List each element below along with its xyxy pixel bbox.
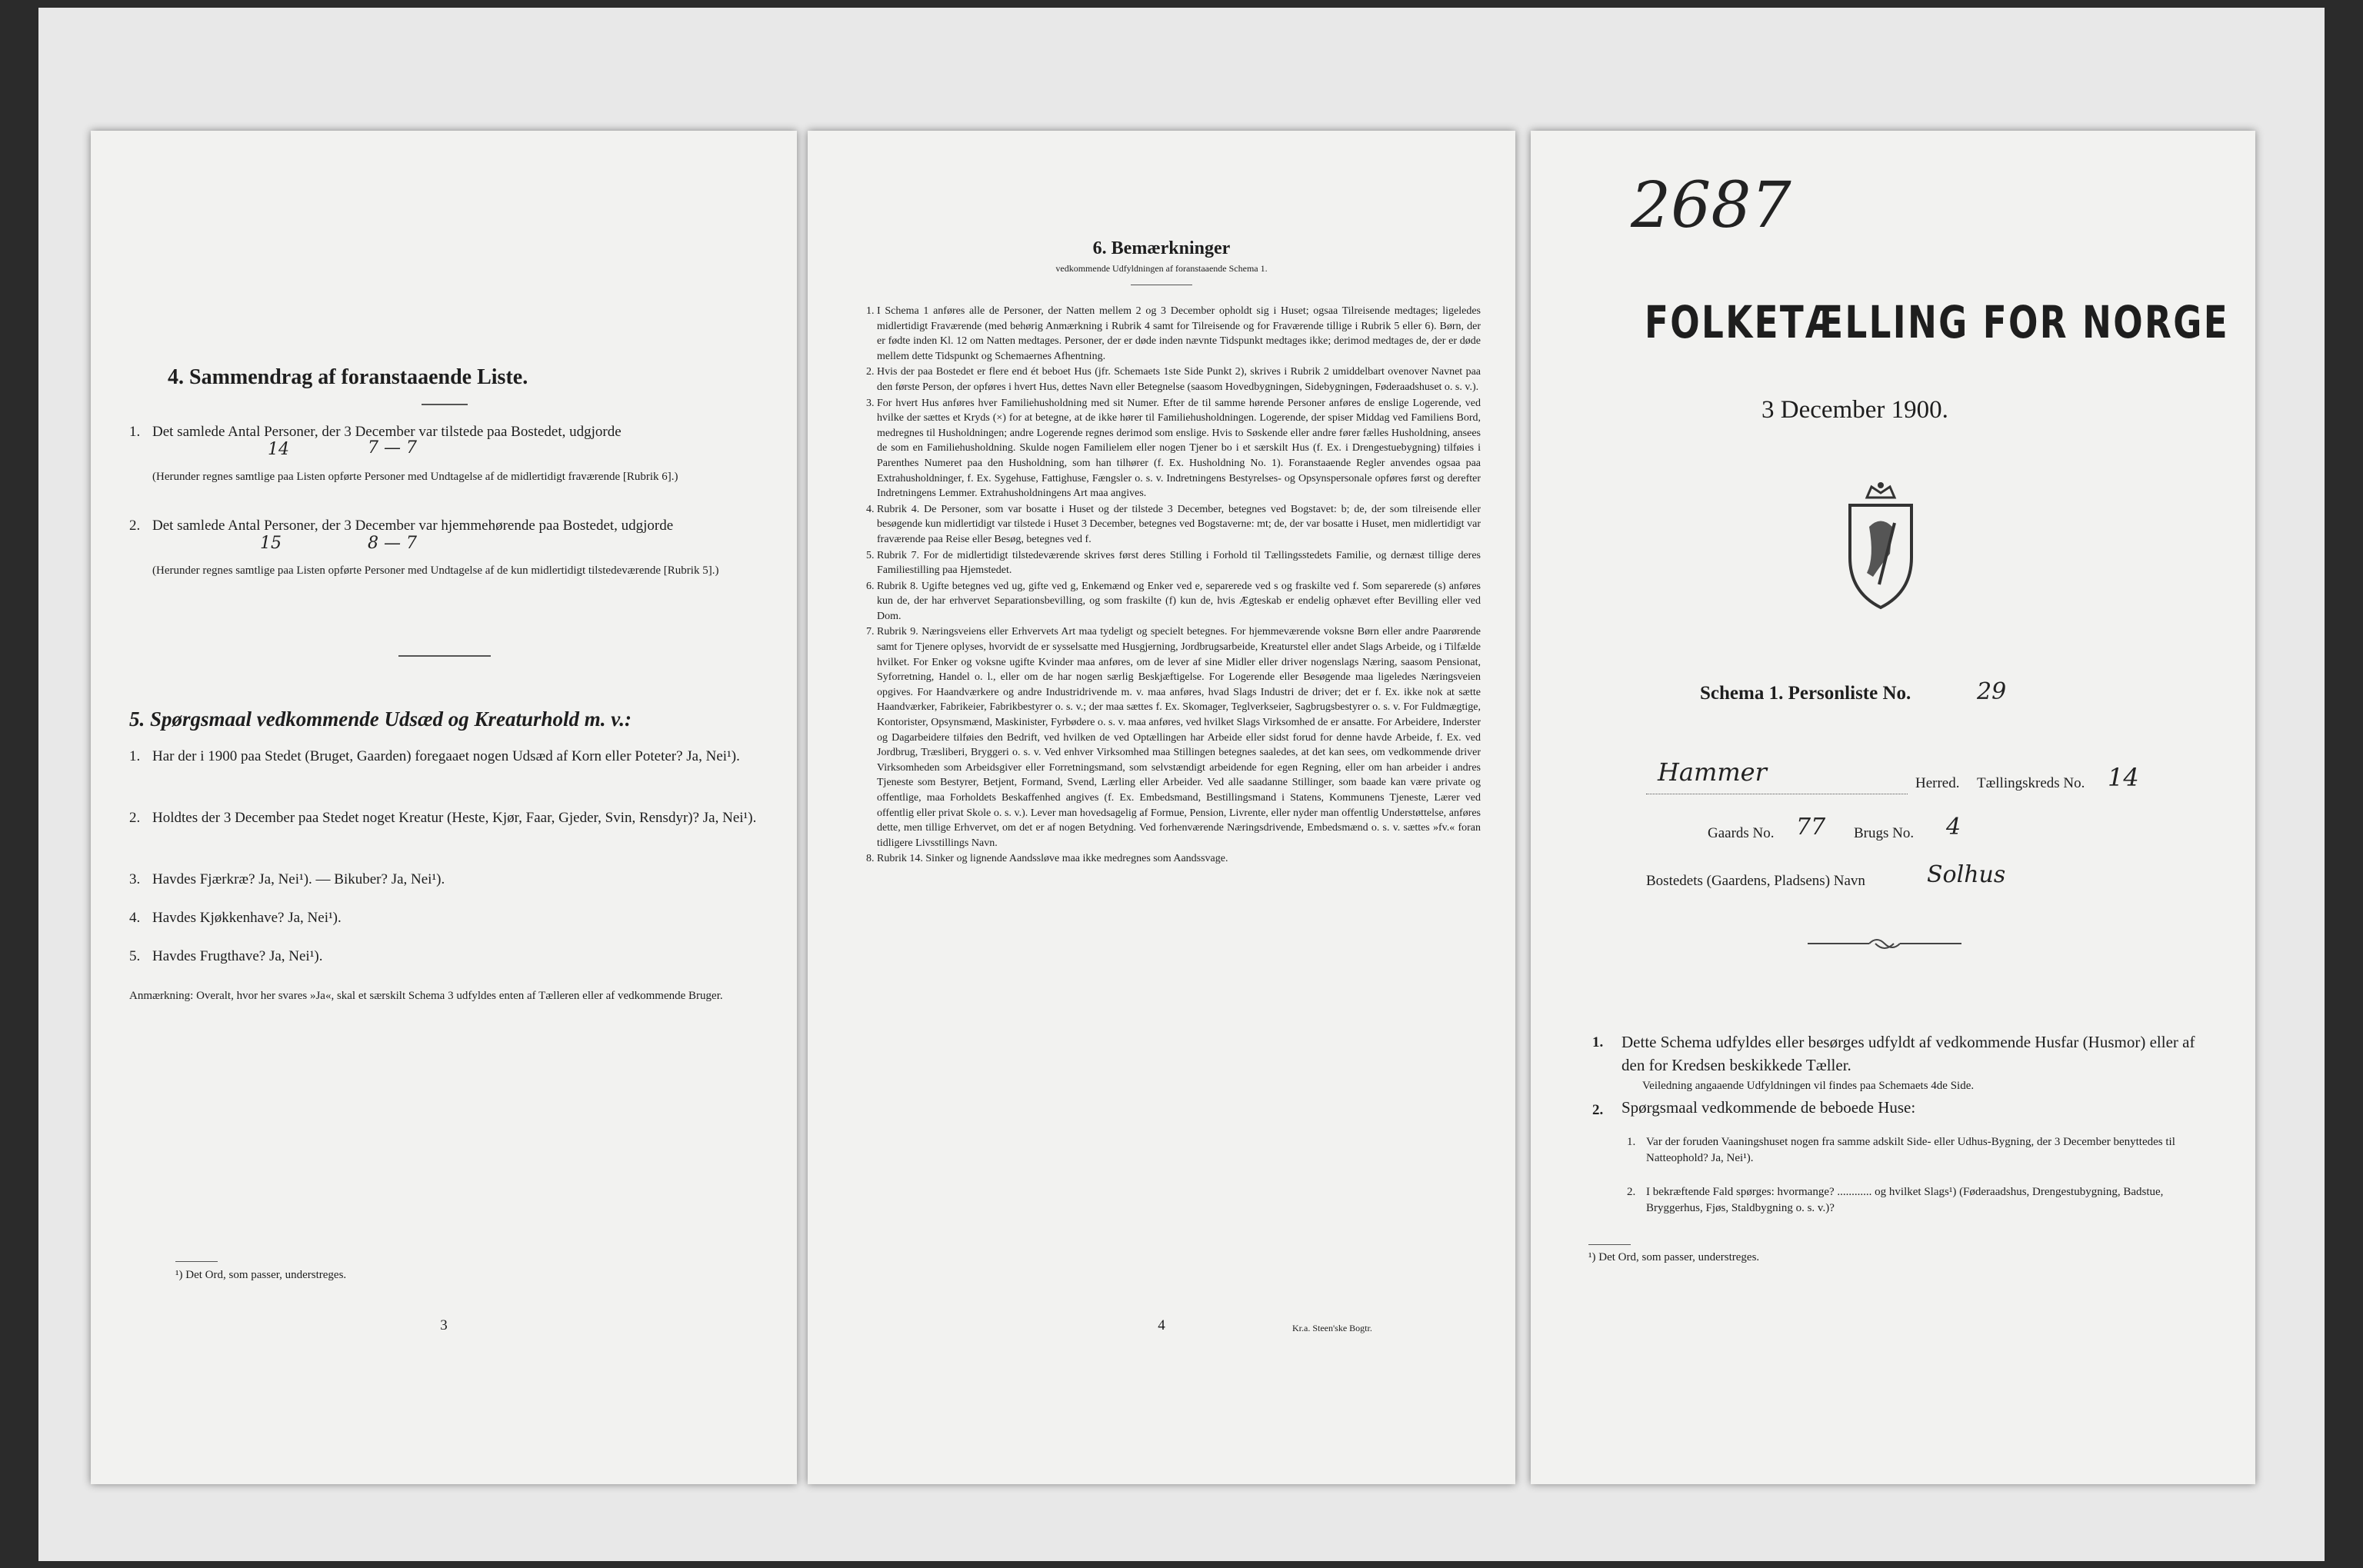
page-number: 4 — [1158, 1317, 1165, 1333]
gaards-label: Gaards No. — [1708, 825, 1775, 841]
instr-number: 2. — [1592, 1102, 1604, 1118]
question-number: 2. — [129, 810, 141, 826]
kreds-label: Tællingskreds No. — [1977, 775, 2085, 791]
section-5-title: 5. Spørgsmaal vedkommende Udsæd og Kreaturhold m. v.: — [129, 707, 632, 731]
page-3 — [91, 131, 797, 1484]
question-number: 3. — [129, 871, 141, 887]
question-3: Havdes Fjærkræ? Ja, Nei¹). — Bikuber? Ja, Nei¹). — [152, 871, 445, 887]
page-4 — [808, 131, 1515, 1484]
item-number: 1. — [129, 424, 141, 440]
question-1: Har der i 1900 paa Stedet (Bruget, Gaarden) foregaaet nogen Udsæd af Korn eller Poteter? Ja, Nei¹). — [152, 748, 740, 764]
brugs-value: 4 — [1946, 814, 1961, 841]
divider — [422, 404, 468, 405]
question-5: Havdes Frugthave? Ja, Nei¹). — [152, 948, 323, 964]
question-number: 2. — [1627, 1186, 1636, 1198]
remark-item: 4. Rubrik 4. De Personer, som var bosatte i Huset og der tilstede 3 December, betegnes ved Bogstavet: b; de, der som tilreisende eller besøgende kun midlertidigt var tilstede i Huset 3 December, betegnes ved Bogstaverne: mt; de, der var bosatte i Huset, men midlertidigt var fraværende paa Reise eller Besøg, betegnes ved f. — [877, 502, 1481, 548]
printer-imprint: Kr.a. Steen'ske Bogtr. — [1292, 1323, 1372, 1333]
coat-of-arms-icon — [1827, 481, 1935, 611]
remark-item: 3. For hvert Hus anføres hver Familiehusholdning med sit Numer. Efter de til samme hørende Personer anføres de enslige Logerende, ved hvilke der sættes et Kryds (×) for at betegne, at de ikke hører til Familiehusholdningen. Logerende, der spiser Middag ved Familiens Bord, medregnes til Husholdningen; andre Logerende regnes derimod som enslige. Hvis to Søskende eller andre fører fælles Husholdning, ansees de som en Familiehusholdning. Skulde nogen Familielem eller nogen Tjener bo i et særskilt Hus (f. Ex. i Drengestuebygning) tilføies i Parenthes Numeret paa den Husholdning, som han tilhører (f. Ex. Husholdning No. 1). Foranstaaende Regler anvendes ogsaa paa Extrahusholdninger, f. Ex. Sygehuse, Fattighuse, Fængsler o. s. v. Indretningens Bestyrelses- og Opsynspersonale opføres først og derefter Indretningens Lemmer. Extrahusholdningens Art maa angives. — [877, 396, 1481, 501]
bosted-label: Bostedets (Gaardens, Pladsens) Navn — [1646, 873, 1865, 889]
item-number: 2. — [129, 518, 141, 534]
question-1: Var der foruden Vaaningshuset nogen fra samme adskilt Side- eller Udhus-Bygning, der 3 December benyttedes til Natteophold? Ja, Nei¹). — [1646, 1136, 2175, 1164]
remark-item: 7. Rubrik 9. Næringsveiens eller Erhvervets Art maa tydeligt og specielt betegnes. For hjemmeværende voksne Børn eller andre Paarørende samt for Tjenere oplyses, hvorvidt de er sysselsatte med Husgjerning, Jordbrugsarbeide, Kreaturstel eller andet Slags Arbeide, og i Tilfælde hvilket. For Enker og voksne ugifte Kvinder maa anføres, om de lever af sine Midler eller driver nogenslags Næring, saasom Pensionat, Syforretning, Handel o. l., eller om de har nogen særlig Beskjæftigelse. For Logerende eller Besøgende maa ligeledes Næringsveien opgives. For Haandværkere og andre Industridrivende m. v. maa anføres, hvad Slags Industri de driver; det er f. Ex. ikke nok at sætte Haandværker, Fabrikeier, Fabrikbestyrer o. s. v.; der maa sættes f. Ex. Skomager, Teglverkseier, Sagbrugsbestyrer o. s. v. For Fuldmægtige, Kontorister, Opsynsmænd, Maskinister, Fyrbødere o. s. v. maa anføres, ved hvilket Slags Virksomhed de er ansatte. For Arbeidere, Inderster og Dagarbeidere tilføies den Bedrift, ved hvilken de ved Optællingen har Arbeide eller sidst forud for denne havde Arbeide, f. Ex. ved Jordbrug, Træsliberi, Bryggeri o. s. v. Ved enhver Virksomhed maa Stillingen betegnes saaledes, at det kan sees, om vedkommende driver Virksomheden som Arbeidsgiver eller Forretningsmand, som selvstændigt arbeidende for egen Regning, eller om han arbeider i andres Tjeneste som Bestyrer, Betjent, Formand, Svend, Lærling eller Arbeider. Ved alle saadanne Stillinger, som baade kan være private og offentlige, maa Forholdets Beskaffenhed angives (f. Ex. Embedsmand, Bestillingsmand i Statens, Kommunens Tjeneste, Lærer ved offentlig eller privat Skole o. s. v.). Lever man hovedsagelig af Formue, Pension, Livrente, eller nyder man offentlig Understøttelse, anføres dette, men tillige Erhvervet, om det er af nogen Betydning. Ved forhenværende Næringsdrivende, Embedsmænd o. s. v. sættes »fv.« foran tidligere Livsstillings Navn. — [877, 624, 1481, 851]
brugs-label: Brugs No. — [1854, 825, 1915, 841]
census-date: 3 December 1900. — [1761, 396, 1948, 424]
instruction-1: Dette Schema udfyldes eller besørges udfyldt af vedkommende Husfar (Husmor) eller af den for Kredsen beskikkede Tæller. — [1621, 1033, 2195, 1074]
remark-item: 2. Hvis der paa Bostedet er flere end ét beboet Hus (jfr. Schemaets 1ste Side Punkt 2), skrives i Rubrik 2 umiddelbart ovenover Navnet paa den første Person, der opføres i hvert Hus, dettes Navn eller Betegnelse (saasom Hovedbygningen, Sidebygningen, Føderaadshuset o. s. v.). — [877, 365, 1481, 394]
anmerkning: Anmærkning: Overalt, hvor her svares »Ja«, skal et særskilt Schema 3 udfyldes enten af Tælleren eller af vedkommende Bruger. — [129, 990, 723, 1002]
item-2-text: Det samlede Antal Personer, der 3 December var hjemmehørende paa Bostedet, udgjorde — [152, 518, 674, 534]
remark-item: 5. Rubrik 7. For de midlertidigt tilstedeværende skrives først deres Stilling i Forhold til Tællingsstedets Familie, og dernæst tillige deres Familiestilling paa Hjemstedet. — [877, 548, 1481, 578]
question-4: Havdes Kjøkkenhave? Ja, Nei¹). — [152, 910, 342, 926]
instruction-1-sub: Veiledning angaaende Udfyldningen vil findes paa Schemaets 4de Side. — [1642, 1080, 1975, 1092]
item-1-note: (Herunder regnes samtlige paa Listen opførte Personer med Undtagelse af de midlertidigt fraværende [Rubrik 6].) — [152, 471, 678, 483]
item-1-text: Det samlede Antal Personer, der 3 December var tilstede paa Bostedet, udgjorde — [152, 424, 622, 440]
remarks-title: 6. Bemærkninger — [1092, 238, 1231, 258]
herred-label: Herred. — [1915, 775, 1960, 791]
question-number: 5. — [129, 948, 141, 964]
footnote-rule — [175, 1261, 218, 1262]
schema-label: Schema 1. Personliste No. — [1700, 683, 1911, 704]
bosted-value: Solhus — [1927, 861, 2006, 888]
archive-number: 2687 — [1631, 169, 1791, 242]
herred-value: Hammer — [1658, 757, 1767, 787]
question-number: 4. — [129, 910, 141, 926]
remarks-list — [854, 304, 1481, 867]
kreds-value: 14 — [2108, 763, 2139, 792]
footnote: ¹) Det Ord, som passer, understreges. — [175, 1269, 347, 1281]
instruction-2: Spørgsmaal vedkommende de beboede Huse: — [1621, 1098, 1916, 1117]
item-1-value: 14 — [268, 440, 289, 459]
footnote-rule — [1588, 1244, 1631, 1245]
section-4-title: 4. Sammendrag af foranstaaende Liste. — [168, 365, 528, 389]
schema-number: 29 — [1977, 678, 2007, 705]
item-1-extra: 7 — 7 — [368, 438, 417, 458]
item-2-extra: 8 — 7 — [368, 534, 417, 553]
remarks-subtitle: vedkommende Udfyldningen af foranstaaende Schema 1. — [1055, 263, 1268, 274]
item-2-value: 15 — [260, 534, 282, 553]
divider — [398, 655, 491, 657]
remark-item: 1. I Schema 1 anføres alle de Personer, der Natten mellem 2 og 3 December opholdt sig i Huset; ogsaa Tilreisende medtages; ligeledes midlertidigt Fraværende (med behørig Anmærkning i Rubrik 4 samt for Tilreisende og for Fraværende tillige i Rubrik 5 eller 6). Børn, der er fødte inden Kl. 12 om Natten medtages. Personer, der er døde inden nævnte Tidspunkt medtages ikke; derimod medtages de, der er døde mellem dette Tidspunkt og Schemaernes Afhentning. — [877, 304, 1481, 364]
page-number: 3 — [440, 1317, 448, 1333]
question-number: 1. — [1627, 1136, 1636, 1148]
question-2: I bekræftende Fald spørges: hvormange? ............ og hvilket Slags¹) (Føderaadshus, Drengestubygning, Badstue, Bryggerhus, Fjøs, Staldbygning o. s. v.)? — [1646, 1186, 2164, 1214]
question-2: Holdtes der 3 December paa Stedet noget Kreatur (Heste, Kjør, Faar, Gjeder, Svin, Rensdyr)? Ja, Nei¹). — [152, 810, 757, 826]
instr-number: 1. — [1592, 1034, 1604, 1050]
remark-item: 8. Rubrik 14. Sinker og lignende Aandssløve maa ikke medregnes som Aandssvage. — [877, 851, 1481, 867]
ornament-icon — [1808, 934, 1961, 953]
footnote: ¹) Det Ord, som passer, understreges. — [1588, 1251, 1760, 1263]
remark-item: 6. Rubrik 8. Ugifte betegnes ved ug, gifte ved g, Enkemænd og Enker ved e, separerede ved s og fraskilte ved f. Som separerede (s) anføres kun de, der har erhvervet Separationsbevilling, og som fraskilte (f) kun de, hvis Ægteskab er endelig ophævet efter Bevilling eller ved Dom. — [877, 579, 1481, 624]
question-number: 1. — [129, 748, 141, 764]
census-title: FOLKETÆLLING FOR NORGE — [1645, 296, 2229, 348]
gaards-value: 77 — [1796, 814, 1826, 841]
page-1 — [1531, 131, 2255, 1484]
item-2-note: (Herunder regnes samtlige paa Listen opførte Personer med Undtagelse af de kun midlertidigt tilstedeværende [Rubrik 5].) — [152, 564, 719, 577]
